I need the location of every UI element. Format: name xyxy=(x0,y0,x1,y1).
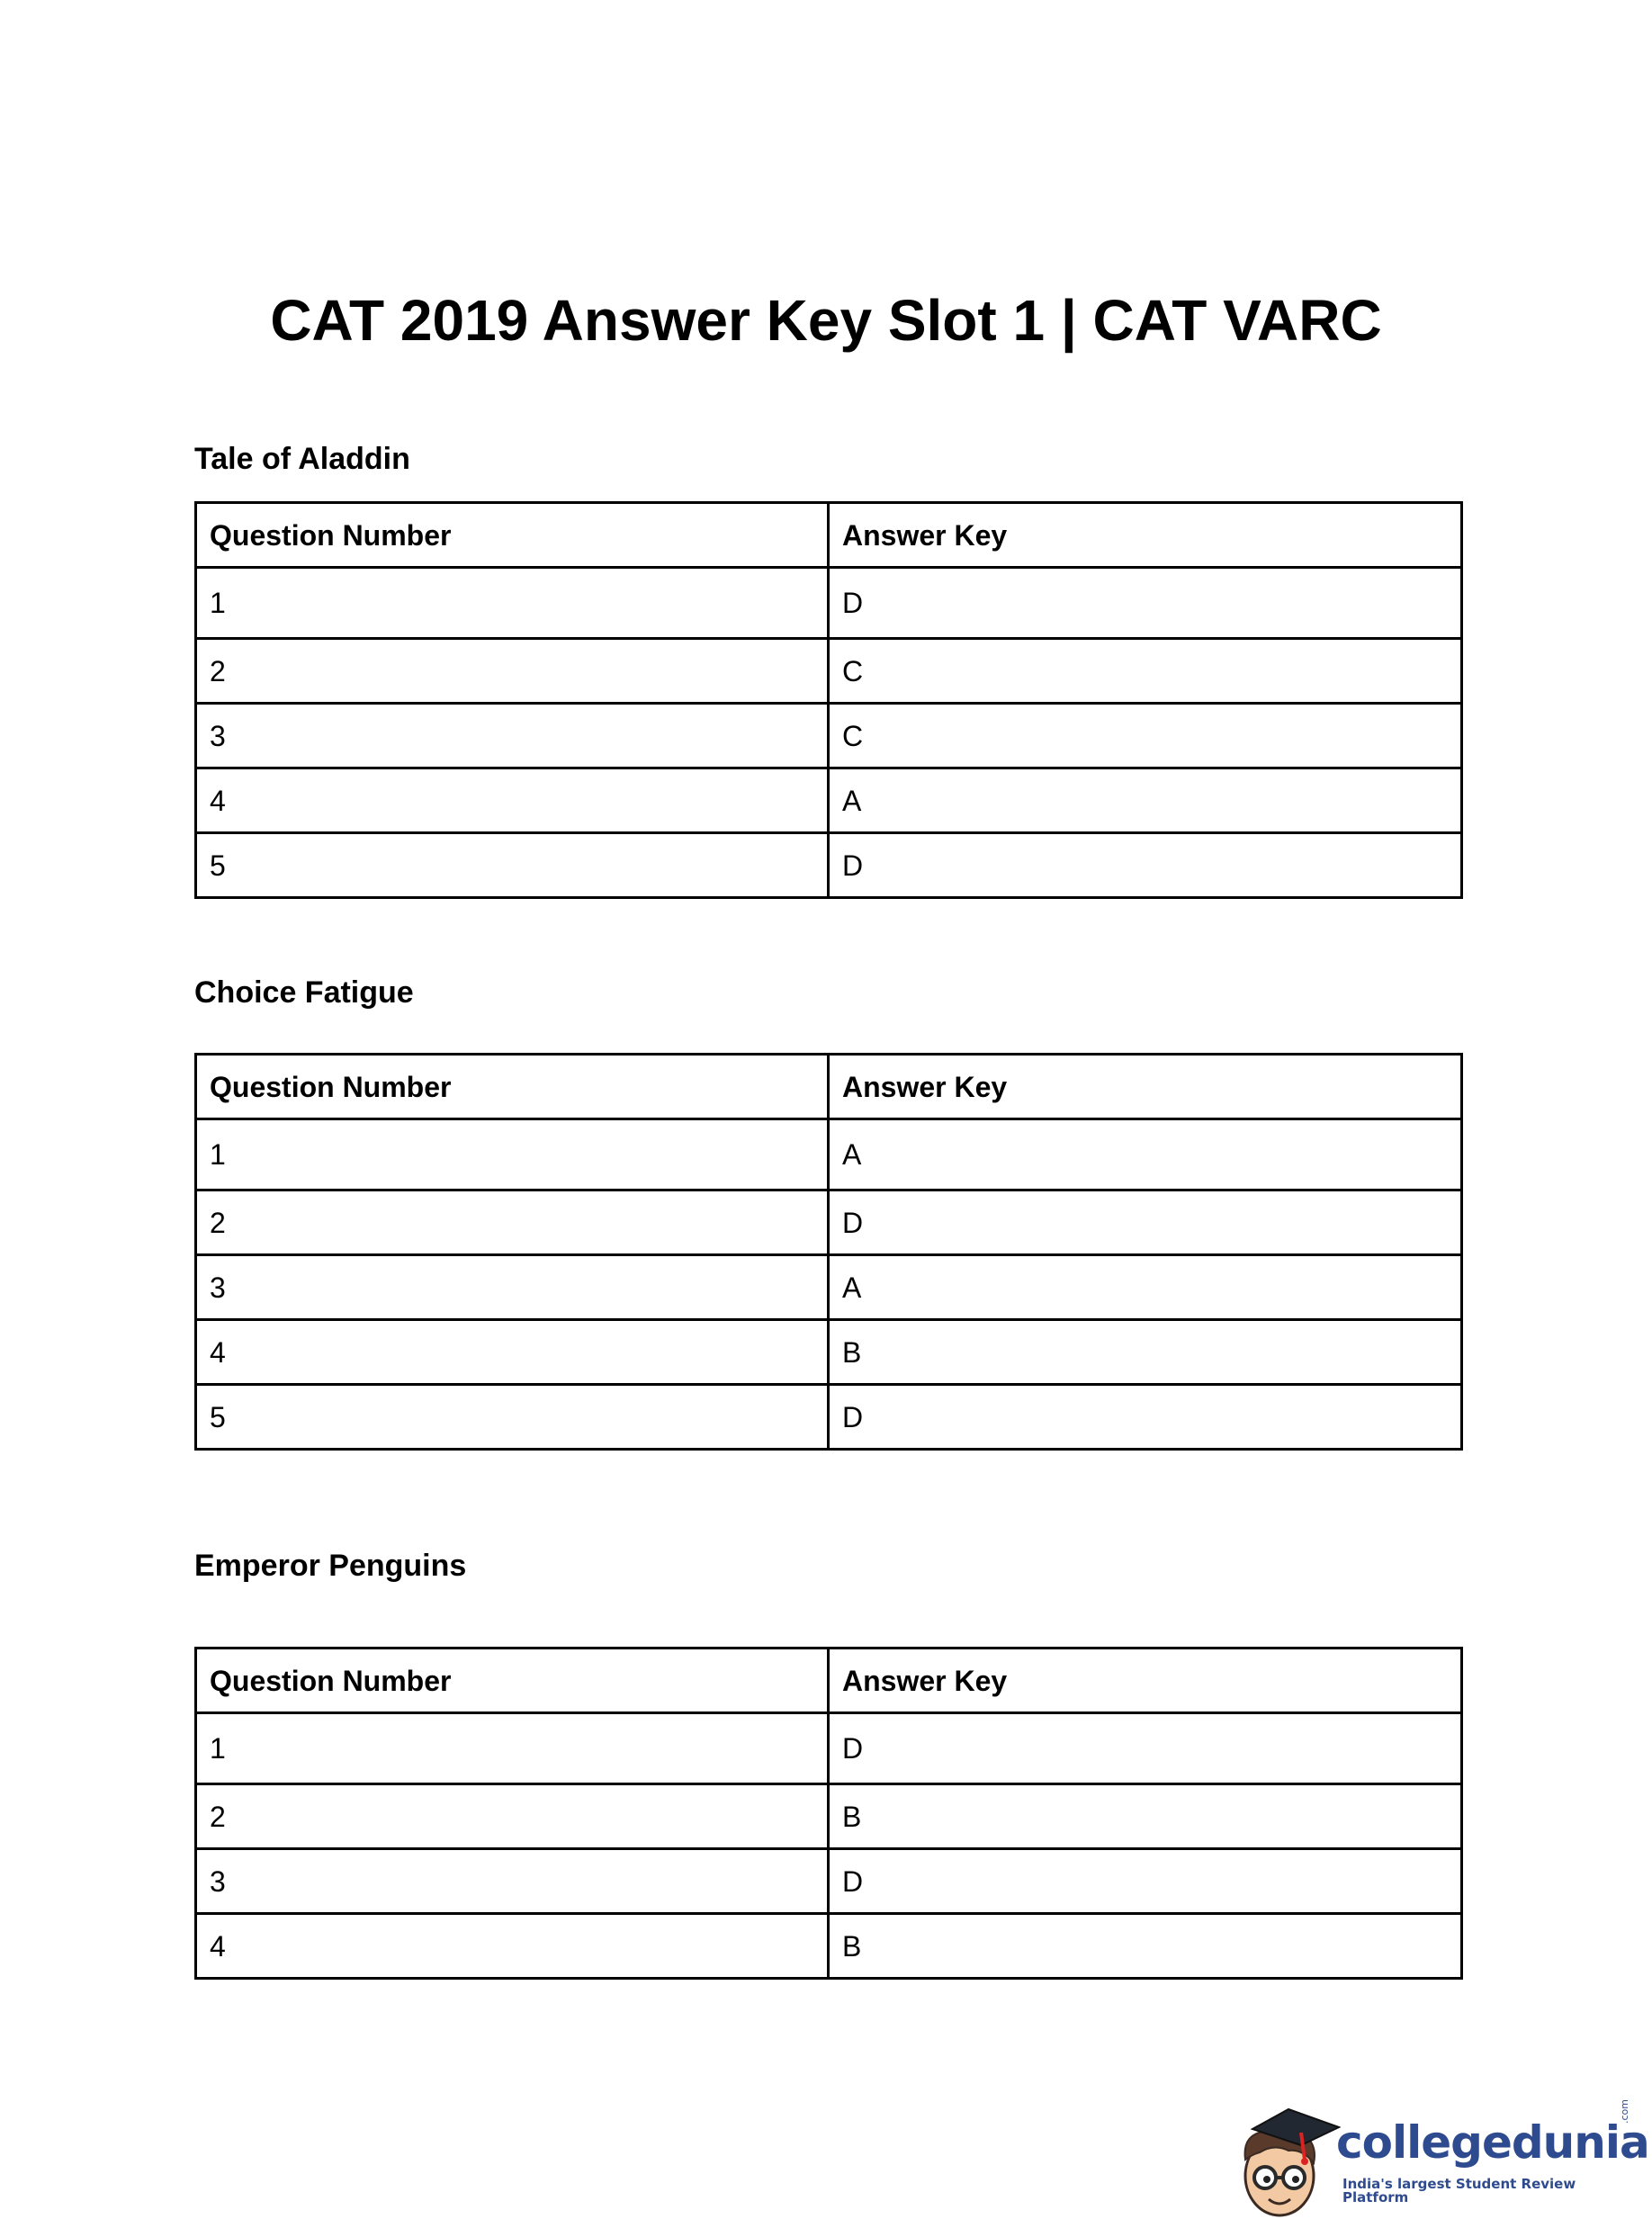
question-number-cell: 3 xyxy=(196,704,829,768)
table-row xyxy=(196,833,1462,898)
answer-table-choice-fatigue xyxy=(194,1053,1463,1451)
table-row xyxy=(196,1255,1462,1320)
page-title: CAT 2019 Answer Key Slot 1 | CAT VARC xyxy=(270,288,1382,353)
table-row xyxy=(196,768,1462,833)
question-number-cell: 5 xyxy=(196,833,829,898)
section-heading-choice-fatigue: Choice Fatigue xyxy=(194,975,414,1010)
table-row xyxy=(196,1784,1462,1849)
question-number-cell: 2 xyxy=(196,639,829,704)
collegedunia-logo xyxy=(1224,2097,1649,2223)
section-heading-tale-of-aladdin: Tale of Aladdin xyxy=(194,442,410,476)
table-row xyxy=(196,639,1462,704)
table-row xyxy=(196,1119,1462,1190)
table-row xyxy=(196,1713,1462,1784)
column-header-question-number: Question Number xyxy=(196,503,829,568)
answer-key-cell: D xyxy=(829,1190,1462,1255)
question-number-cell: 4 xyxy=(196,1914,829,1979)
answer-key-cell: A xyxy=(829,768,1462,833)
table-row xyxy=(196,1914,1462,1979)
question-number-cell: 1 xyxy=(196,1119,829,1190)
question-number-cell: 4 xyxy=(196,768,829,833)
table-row xyxy=(196,1385,1462,1450)
brand-dotcom: .com xyxy=(1619,2099,1630,2124)
table-header-row xyxy=(196,503,1462,568)
brand-name: collegedunia xyxy=(1336,2116,1649,2169)
answer-key-cell: A xyxy=(829,1119,1462,1190)
table-row xyxy=(196,1320,1462,1385)
answer-table-tale-of-aladdin xyxy=(194,501,1463,899)
question-number-cell: 1 xyxy=(196,1713,829,1784)
answer-key-cell: D xyxy=(829,1385,1462,1450)
answer-key-cell: D xyxy=(829,568,1462,639)
answer-key-cell: B xyxy=(829,1784,1462,1849)
answer-key-cell: B xyxy=(829,1914,1462,1979)
column-header-answer-key: Answer Key xyxy=(829,1649,1462,1713)
section-heading-emperor-penguins: Emperor Penguins xyxy=(194,1549,467,1583)
table-row xyxy=(196,1849,1462,1914)
table-row xyxy=(196,568,1462,639)
answer-key-cell: C xyxy=(829,704,1462,768)
answer-key-cell: C xyxy=(829,639,1462,704)
question-number-cell: 3 xyxy=(196,1255,829,1320)
answer-key-cell: A xyxy=(829,1255,1462,1320)
column-header-question-number: Question Number xyxy=(196,1649,829,1713)
table-header-row xyxy=(196,1649,1462,1713)
question-number-cell: 4 xyxy=(196,1320,829,1385)
question-number-cell: 3 xyxy=(196,1849,829,1914)
question-number-cell: 5 xyxy=(196,1385,829,1450)
question-number-cell: 1 xyxy=(196,568,829,639)
table-row xyxy=(196,1190,1462,1255)
table-row xyxy=(196,704,1462,768)
answer-table-emperor-penguins xyxy=(194,1647,1463,1980)
column-header-answer-key: Answer Key xyxy=(829,1055,1462,1119)
answer-key-cell: D xyxy=(829,1849,1462,1914)
answer-key-cell: D xyxy=(829,833,1462,898)
question-number-cell: 2 xyxy=(196,1784,829,1849)
answer-key-cell: B xyxy=(829,1320,1462,1385)
column-header-answer-key: Answer Key xyxy=(829,503,1462,568)
student-mascot-icon xyxy=(1224,2097,1341,2223)
question-number-cell: 2 xyxy=(196,1190,829,1255)
column-header-question-number: Question Number xyxy=(196,1055,829,1119)
brand-tagline: India's largest Student Review Platform xyxy=(1342,2176,1576,2206)
answer-key-cell: D xyxy=(829,1713,1462,1784)
table-header-row xyxy=(196,1055,1462,1119)
